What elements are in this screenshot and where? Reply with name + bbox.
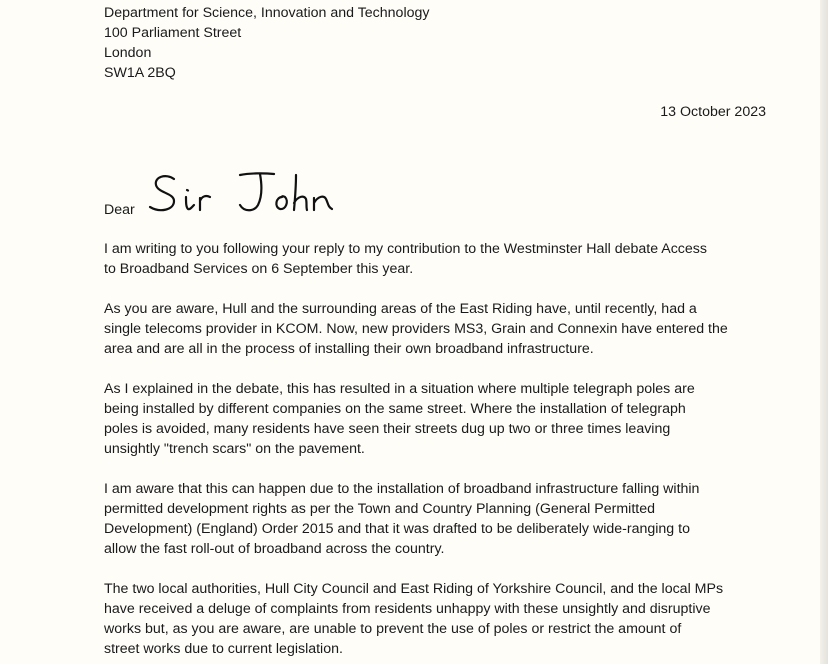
paragraph-line: The two local authorities, Hull City Council and East Riding of Yorkshire Council, and the local MPs xyxy=(104,581,724,597)
paragraph-line: As you are aware, Hull and the surrounding areas of the East Riding have, until recently, had a xyxy=(104,301,697,317)
paragraph-line: As I explained in the debate, this has resulted in a situation where multiple telegraph poles are xyxy=(104,381,695,397)
paragraph-line: being installed by different companies on the same street. Where the installation of telegraph xyxy=(104,401,686,417)
paragraph-line: works but, as you are aware, are unable to prevent the use of poles or restrict the amount of xyxy=(104,621,682,637)
paragraph xyxy=(104,379,772,459)
paragraph xyxy=(104,479,772,559)
paragraph-line: poles is avoided, many residents have seen their streets dug up two or three times leaving xyxy=(104,421,671,437)
paragraph-line: street works due to current legislation. xyxy=(104,641,343,657)
letter-date: 13 October 2023 xyxy=(660,104,766,120)
salutation-prefix: Dear xyxy=(104,202,135,218)
paragraph-line: Development) (England) Order 2015 and that it was drafted to be deliberately wide-ranging to xyxy=(104,521,690,537)
page-edge-shadow xyxy=(820,0,828,664)
letter-body xyxy=(104,239,772,664)
paragraph xyxy=(104,579,772,659)
address-line: 100 Parliament Street xyxy=(104,25,242,41)
paragraph-line: allow the fast roll-out of broadband across the country. xyxy=(104,541,445,557)
address-line: SW1A 2BQ xyxy=(104,65,176,81)
salutation xyxy=(104,165,364,225)
paragraph-line: unsightly "trench scars" on the pavement. xyxy=(104,441,365,457)
paragraph-line: single telecoms provider in KCOM. Now, new providers MS3, Grain and Connexin have entered the xyxy=(104,321,728,337)
paragraph xyxy=(104,239,772,279)
paragraph xyxy=(104,299,772,359)
paragraph-line: have received a deluge of complaints from residents unhappy with these unsightly and disruptive xyxy=(104,601,711,617)
address-line: London xyxy=(104,45,152,61)
recipient-address xyxy=(104,3,429,83)
paragraph-line: I am aware that this can happen due to the installation of broadband infrastructure falling within xyxy=(104,481,700,497)
handwritten-salutation-name xyxy=(144,165,364,223)
paragraph-line: area and are all in the process of installing their own broadband infrastructure. xyxy=(104,341,594,357)
paragraph-line: I am writing to you following your reply to my contribution to the Westminster Hall debate Access xyxy=(104,241,707,257)
paragraph-line: to Broadband Services on 6 September this year. xyxy=(104,261,414,277)
paragraph-line: permitted development rights as per the Town and Country Planning (General Permitted xyxy=(104,501,655,517)
address-line: Department for Science, Innovation and Technology xyxy=(104,5,430,21)
